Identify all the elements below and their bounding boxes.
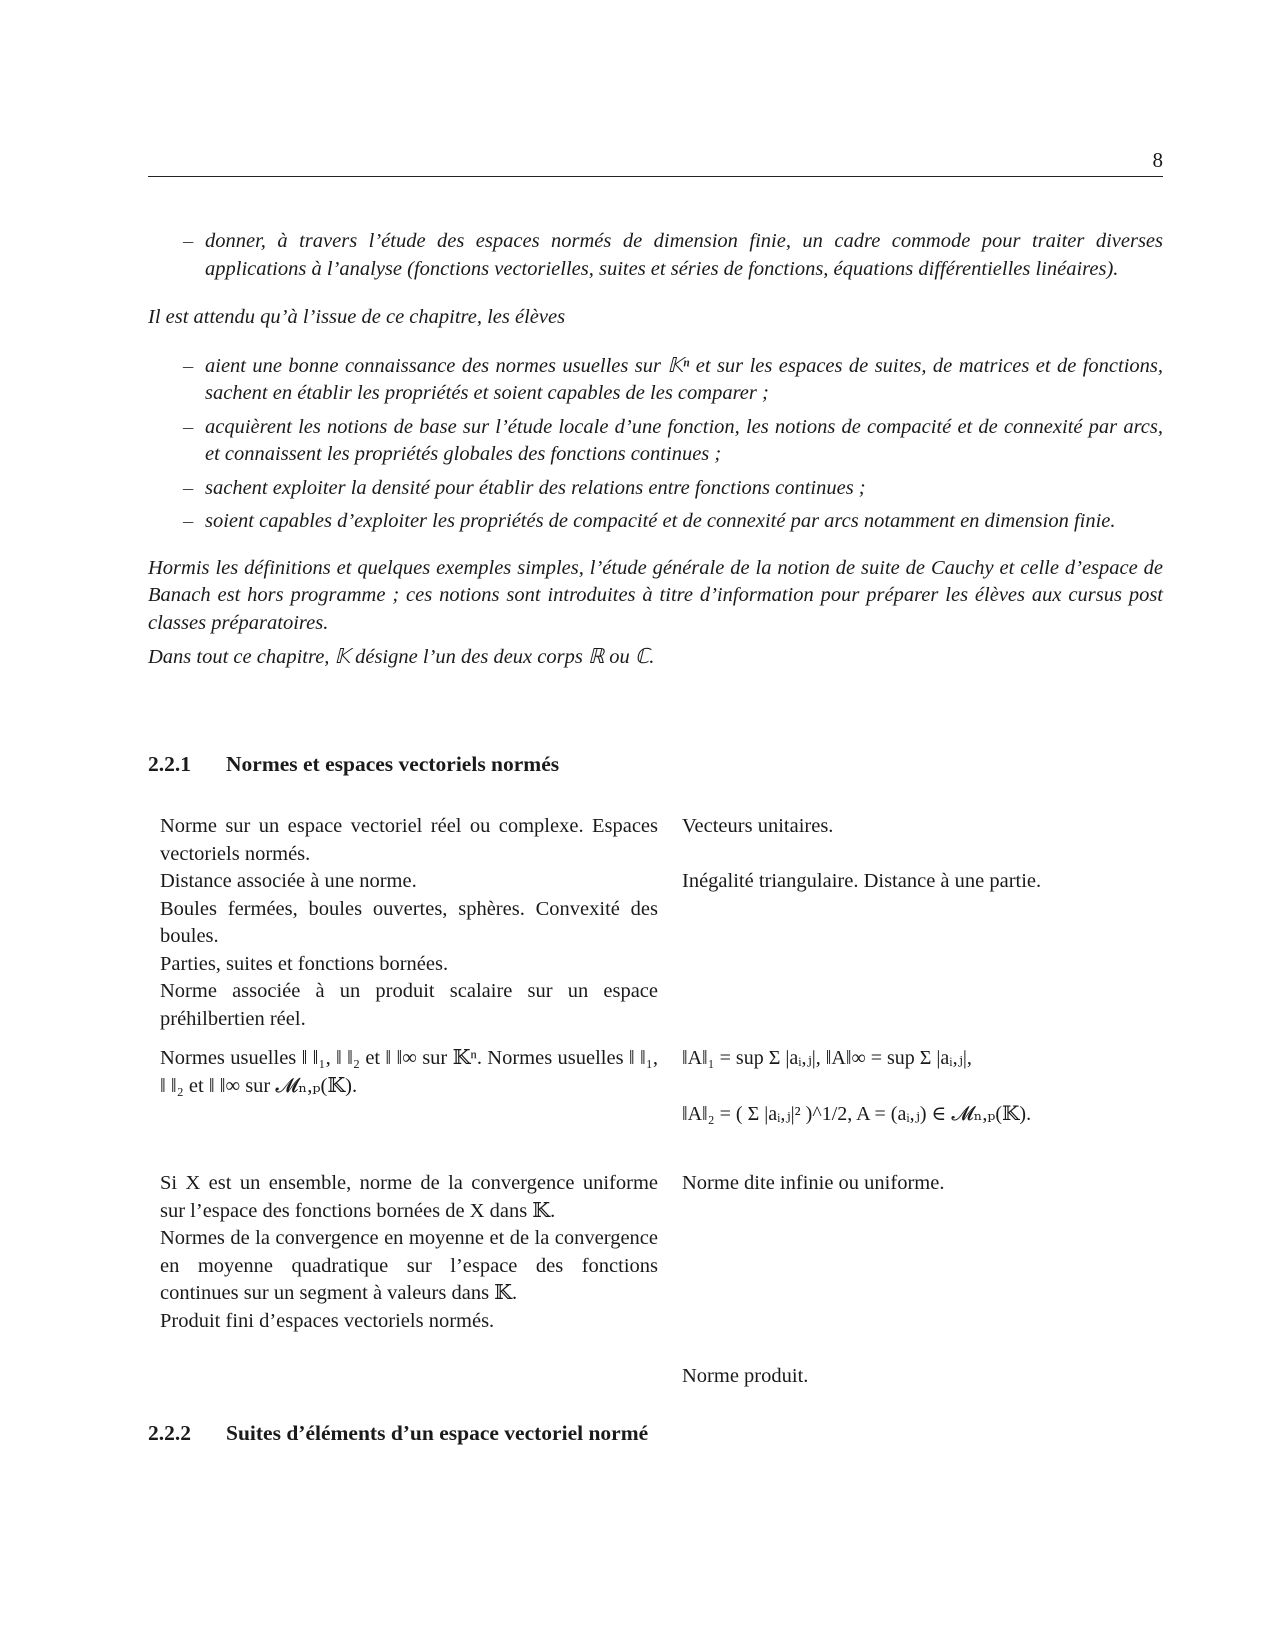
program-row-usual-norms [160, 1045, 1163, 1165]
content-item: Si X est un ensemble, norme de la convergence uniforme sur l’espace des fonctions bornées de X dans 𝕂. [160, 1172, 658, 1222]
matrix-norm-formula-1: ‖A‖₁ = sup Σ |aᵢ,ⱼ|, ‖A‖∞ = sup Σ |aᵢ,ⱼ|, [682, 1047, 972, 1069]
objective-bullet: – donner, à travers l’étude des espaces normés de dimension finie, un cadre commode pour traiter diverses applications à l’analyse (fonctions vectorielles, suites et séries de fonctions, équations différentielles linéaires). [148, 228, 1163, 283]
content-item: Norme associée à un produit scalaire sur un espace préhilbertien réel. [160, 980, 658, 1030]
section-title: Suites d’éléments d’un espace vectoriel normé [226, 1421, 649, 1445]
program-capacities [682, 813, 1163, 896]
capacity-item: Vecteurs unitaires. [682, 815, 834, 837]
content-item: Normes de la convergence en moyenne et de la convergence en moyenne quadratique sur l’espace des fonctions continues sur un segment à valeurs dans 𝕂. [160, 1227, 658, 1304]
content-item: Norme sur un espace vectoriel réel ou complexe. Espaces vectoriels normés. [160, 815, 658, 865]
expectation-item: – sachent exploiter la densité pour établir des relations entre fonctions continues ; [148, 475, 1163, 503]
matrix-norm-formula-2: ‖A‖₂ = ( Σ |aᵢ,ⱼ|² )^1/2, A = (aᵢ,ⱼ) ∈ 𝓜ₙ,ₚ(𝕂). [682, 1102, 1032, 1125]
expectation-item: – soient capables d’exploiter les propriétés de compacité et de connexité par arcs notamment en dimension finie. [148, 508, 1163, 536]
expectation-item: – acquièrent les notions de base sur l’étude locale d’une fonction, les notions de compacité et de connexité par arcs, et connaissent les propriétés globales des fonctions continues ; [148, 414, 1163, 469]
capacity-item: Norme produit. [682, 1364, 809, 1387]
program-row-function-norms [160, 1170, 1163, 1395]
program-row-norms [160, 813, 1163, 1031]
field-note: Dans tout ce chapitre, 𝕂 désigne l’un des deux corps ℝ ou ℂ. [148, 646, 655, 668]
section-heading-2-2-1 [148, 752, 559, 777]
header-rule [148, 176, 1163, 177]
content-item: Distance associée à une norme. [160, 870, 417, 892]
norm-formulas [682, 1045, 1163, 1128]
capacity-item: Inégalité triangulaire. Distance à une partie. [682, 870, 1042, 892]
program-content [160, 813, 658, 1033]
content-item: Produit fini d’espaces vectoriels normés. [160, 1309, 495, 1332]
section-heading-2-2-2 [148, 1421, 648, 1446]
expectation-item: – aient une bonne connaissance des normes usuelles sur 𝕂ⁿ et sur les espaces de suites, de matrices et de fonctions, sachent en établir les propriétés et soient capables de les comparer ; [148, 353, 1163, 408]
section-number: 2.2.2 [148, 1421, 191, 1445]
page-number: 8 [1152, 148, 1163, 172]
section-number: 2.2.1 [148, 752, 191, 776]
expectations-list [148, 353, 1163, 536]
chapter-introduction [148, 228, 1163, 672]
content-item: Boules fermées, boules ouvertes, sphères. Convexité des boules. [160, 897, 658, 947]
content-item: Parties, suites et fonctions bornées. [160, 952, 449, 975]
scope-note: Hormis les définitions et quelques exemples simples, l’étude générale de la notion de suite de Cauchy et celle d’espace de Banach est hors programme ; ces notions sont introduites à titre d’information pour préparer les élèves aux cursus post classes préparatoires. [148, 556, 1163, 634]
program-capacities [682, 1170, 1163, 1390]
capacity-item: Norme dite infinie ou uniforme. [682, 1172, 945, 1194]
section-title: Normes et espaces vectoriels normés [226, 752, 560, 776]
content-item: Normes usuelles ‖ ‖₁, ‖ ‖₂ et ‖ ‖∞ sur 𝕂ⁿ. Normes usuelles ‖ ‖₁, ‖ ‖₂ et ‖ ‖∞ sur 𝓜ₙ,ₚ(𝕂). [160, 1047, 658, 1097]
expectations-lead: Il est attendu qu’à l’issue de ce chapitre, les élèves [148, 306, 566, 328]
program-content [160, 1045, 658, 1100]
program-content [160, 1170, 658, 1335]
